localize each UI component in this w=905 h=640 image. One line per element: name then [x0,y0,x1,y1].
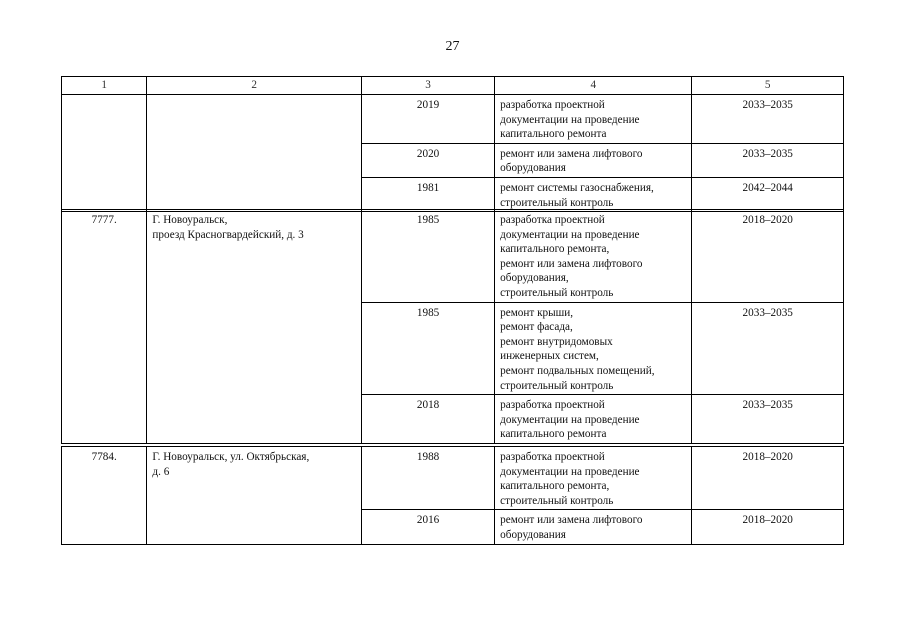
work-line: документации на проведение [500,228,640,241]
work-line: разработка проектной [500,451,605,463]
work-line: ремонт или замена лифтового [500,147,643,160]
year-cell: 1988 [361,447,494,510]
period-cell: 2018–2020 [692,210,844,303]
year-cell: 2018 [361,395,494,444]
work-line: оборудования [500,528,566,541]
work-line: ремонт крыши, [500,306,574,319]
period-cell: 2018–2020 [692,447,844,510]
period-cell: 2033–2035 [692,302,844,395]
work-line: ремонт фасада, [500,321,573,334]
work-line: разработка проектной [500,399,605,412]
page-number: 27 [445,39,460,54]
registry-table-continuation [61,76,844,212]
work-line: ремонт или замена лифтового [500,257,643,270]
work-cell [495,143,692,177]
table-row [62,210,844,303]
year-cell: 1985 [361,210,494,303]
period-cell: 2033–2035 [692,395,844,444]
year-cell: 1985 [361,302,494,395]
table-row [62,447,844,510]
number-cell: 7784. [62,447,147,545]
period-cell: 2042–2044 [692,177,844,211]
header-col-5: 5 [692,77,844,95]
year-cell: 2019 [361,95,494,144]
period-cell: 2033–2035 [692,143,844,177]
work-cell [495,302,692,395]
address-line: Г. Новоуральск, ул. Октябрьская, [152,451,310,463]
work-line: ремонт подвальных помещений, [500,364,655,377]
work-cell [495,395,692,444]
address-line: Г. Новоуральск, [152,214,228,226]
header-col-4: 4 [495,77,692,95]
work-line: капитального ремонта [500,428,607,441]
work-line: строительный контроль [500,379,614,392]
work-line: ремонт или замена лифтового [500,514,643,527]
header-col-1: 1 [62,77,147,95]
work-line: строительный контроль [500,286,614,299]
work-line: капитального ремонта, [500,243,610,256]
address-line: д. 6 [152,465,170,478]
header-col-3: 3 [361,77,494,95]
work-line: ремонт внутридомовых [500,335,613,348]
address-cell [147,95,362,212]
work-line: разработка проектной [500,214,605,226]
table-header-row [62,77,844,95]
work-cell [495,510,692,544]
period-cell: 2018–2020 [692,510,844,544]
year-cell: 1981 [361,177,494,211]
address-line: проезд Красногвардейский, д. 3 [152,228,304,241]
number-cell: 7777. [62,210,147,444]
work-cell [495,95,692,144]
table-row [62,95,844,144]
address-cell [147,210,362,444]
number-cell [62,95,147,212]
work-line: оборудования, [500,272,569,285]
work-line: документации на проведение [500,113,640,126]
work-line: капитального ремонта, [500,480,610,493]
work-line: документации на проведение [500,465,640,478]
period-cell: 2033–2035 [692,95,844,144]
work-cell [495,447,692,510]
work-line: инженерных систем, [500,350,599,363]
work-line: ремонт системы газоснабжения, [500,181,654,194]
address-cell [147,447,362,545]
work-line: строительный контроль [500,196,614,209]
work-line: строительный контроль [500,494,614,507]
header-col-2: 2 [147,77,362,95]
work-line: разработка проектной [500,99,605,111]
registry-table-7777 [61,209,844,444]
work-cell [495,177,692,211]
year-cell: 2016 [361,510,494,544]
year-cell: 2020 [361,143,494,177]
work-line: капитального ремонта [500,128,607,141]
work-line: оборудования [500,162,566,175]
work-cell [495,210,692,303]
work-line: документации на проведение [500,413,640,426]
registry-table-7784 [61,446,844,545]
